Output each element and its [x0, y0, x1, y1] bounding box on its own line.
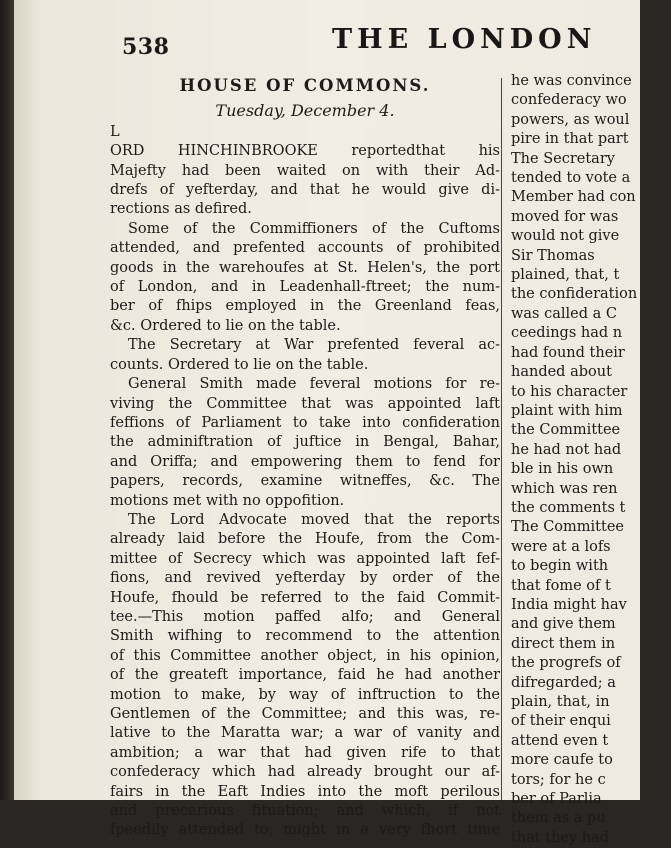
article-line: motion to make, by way of inftruction to the [110, 686, 500, 703]
article-line: fions, and revived yefterday by order of the [110, 570, 500, 587]
article-line: Majefty had been waited on with their Ad- [110, 162, 500, 179]
right-column-line: and give them [511, 616, 616, 633]
article-line: mittee of Secrecy which was appointed laft fef- [110, 550, 500, 567]
right-column-line: to begin with [511, 558, 609, 575]
article-line: attended, and prefented accounts of prohibited [110, 240, 500, 257]
right-column-line: the confideration [511, 286, 638, 303]
right-column-line: that fome of t [511, 577, 611, 594]
right-column-line: was called a C [511, 305, 617, 322]
newspaper-page [14, 0, 640, 846]
right-column-line: of their enqui [511, 713, 611, 730]
article-line: confederacy which had already brought our af- [110, 764, 500, 781]
right-column-line: the Committee [511, 422, 621, 439]
article-line: fpeedily attended to, might in a very fhort time [110, 822, 500, 839]
article-line: feffions of Parliament to take into confideration [110, 414, 500, 431]
right-column-line: plained, that, t [511, 267, 620, 284]
article-line: of London, and in Leadenhall-ftreet; the num- [110, 279, 500, 296]
page-number: 538 [122, 34, 170, 60]
right-column-line: plaint with him [511, 402, 623, 419]
right-column-line: Sir Thomas [511, 247, 595, 264]
right-column-line: attend even t [511, 732, 609, 749]
right-column-line: confederacy wo [511, 92, 627, 109]
article-line: already laid before the Houfe, from the Com- [110, 531, 500, 548]
article-line: motions met with no oppofition. [110, 492, 345, 509]
article-line: General Smith made feveral motions for re- [128, 376, 500, 393]
right-column-line: tended to vote a [511, 170, 631, 187]
section-title: HOUSE OF COMMONS. [179, 76, 431, 95]
right-column-line: more caufe to [511, 752, 613, 769]
article-line: rections as defired. [110, 201, 252, 218]
right-column-line: pire in that part [511, 131, 629, 148]
right-column-line: India might hav [511, 596, 627, 613]
right-column-line: them as a pu [511, 810, 606, 827]
article-line: fairs in the Eaft Indies into the moft perilous [110, 783, 500, 800]
right-column-line: he had not had [511, 441, 622, 458]
article-line: The Secretary at War prefented feveral ac- [128, 337, 500, 354]
article-line: The Lord Advocate moved that the reports [128, 511, 500, 528]
article-line: the adminiftration of juftice in Bengal, Bahar, [110, 434, 500, 451]
right-column-line: he was convince [511, 73, 632, 89]
article-line: papers, records, examine witneffes, &c. The [110, 473, 500, 490]
article-line: and Oriffa; and empowering them to fend for [110, 453, 500, 470]
right-column-line: ble in his own [511, 461, 614, 478]
article-line: goods in the warehoufes at St. Helen's, the port [110, 259, 500, 276]
article-line: lative to the Maratta war; a war of vanity and [110, 725, 500, 742]
date-line: Tuesday, December 4. [215, 101, 395, 121]
article-line: ambition; a war that had given rife to that [110, 744, 500, 761]
article-body [110, 123, 500, 841]
article-line: tee.—This motion paffed alfo; and General [110, 608, 500, 625]
binding-shadow [0, 0, 14, 800]
article-line: &c. Ordered to lie on the table. [110, 317, 341, 334]
right-column-line: were at a lofs [511, 538, 611, 555]
right-column-line: difregarded; a [511, 674, 616, 691]
article-line: drefs of yefterday, and that he would give di- [110, 182, 500, 199]
right-column-line: Member had con [511, 189, 636, 206]
right-column-line: the progrefs of [511, 655, 621, 672]
right-column-line: ber of Parlia [511, 791, 602, 808]
right-column-line: that they had [511, 829, 610, 846]
right-column-body [511, 72, 671, 848]
right-column-line: The Secretary [511, 150, 615, 167]
right-column-line: would not give [511, 228, 620, 245]
right-column-line: tors; for he c [511, 771, 606, 788]
right-column-line: handed about [511, 364, 612, 381]
right-column-line: The Committee [511, 519, 624, 536]
article-line: counts. Ordered to lie on the table. [110, 356, 369, 373]
right-column [511, 72, 671, 848]
article-line: of this Committee another object, in his opinion, [110, 647, 500, 664]
drop-cap: L [110, 123, 120, 140]
running-title: THE LONDON [332, 24, 597, 55]
right-column-line: had found their [511, 344, 625, 361]
article-line: of the greateft importance, faid he had another [110, 667, 500, 684]
article-line: ORD HINCHINBROOKE reportedthat his [110, 143, 500, 160]
right-column-line: plain, that, in [511, 694, 610, 710]
article-line: viving the Committee that was appointed laft [110, 395, 500, 412]
article-line: Houfe, fhould be referred to the faid Commit- [110, 589, 500, 606]
article-line: ber of fhips employed in the Greenland feas, [110, 298, 500, 315]
article-line: Some of the Commiffioners of the Cuftoms [128, 220, 500, 237]
right-column-line: to his character [511, 383, 628, 400]
article-line: and precarious fituation; and which, if not [110, 803, 500, 820]
right-column-line: ceedings had n [511, 325, 623, 342]
article-line: Gentlemen of the Committee; and this was, re- [110, 706, 500, 722]
article-line: Smith wifhing to recommend to the attention [110, 628, 500, 645]
right-column-line: direct them in [511, 635, 616, 652]
column-divider [501, 78, 502, 800]
right-column-line: which was ren [511, 480, 618, 497]
right-column-line: moved for was [511, 208, 619, 225]
right-column-line: the comments t [511, 499, 626, 516]
right-column-line: powers, as woul [511, 111, 630, 128]
left-column [110, 76, 500, 841]
